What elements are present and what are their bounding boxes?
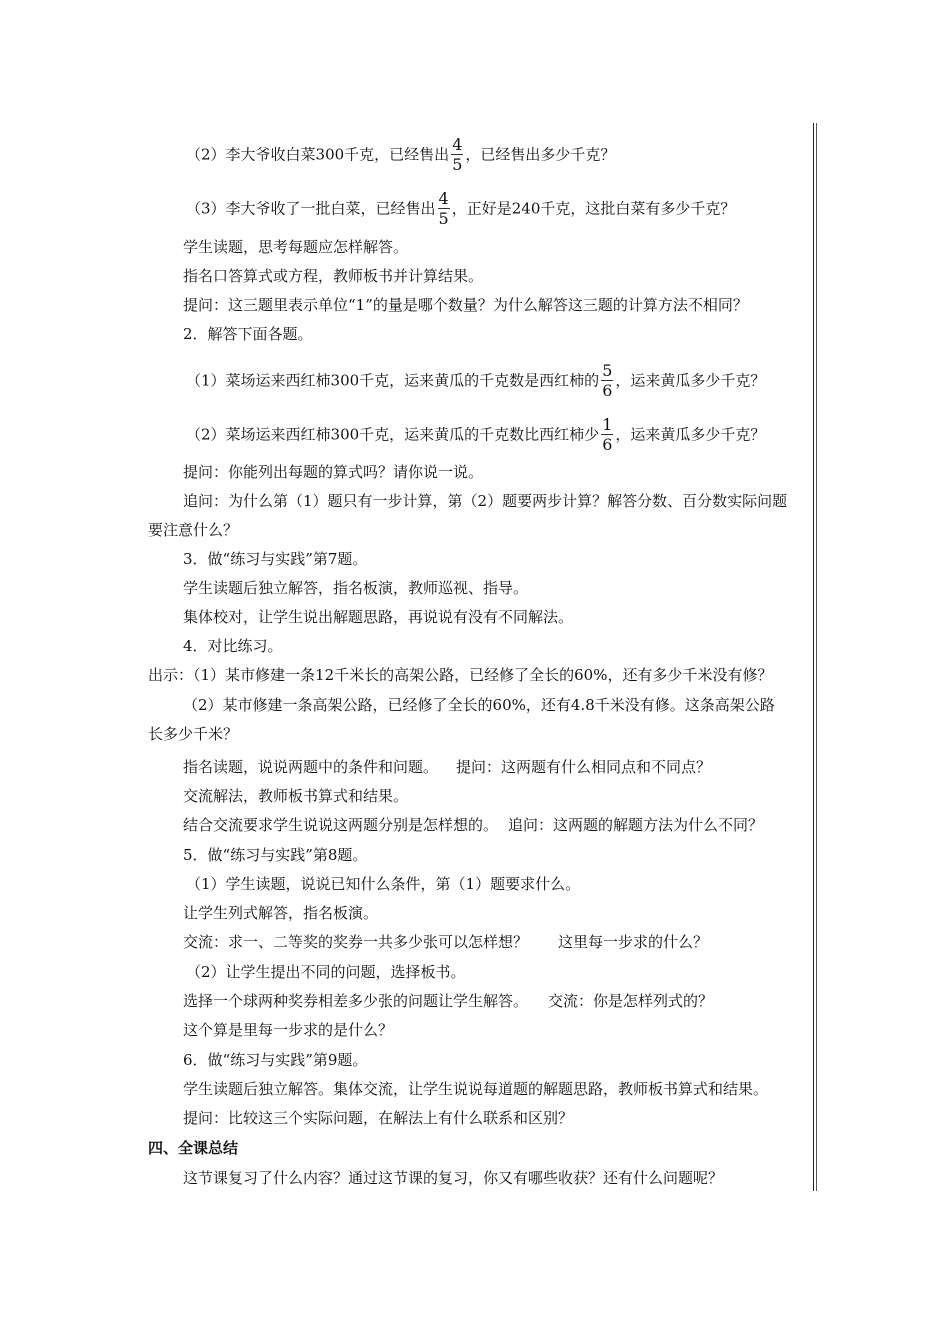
problem-3-line xyxy=(186,190,735,229)
text: ，正好是240千克，这批白菜有多少千克？ xyxy=(451,199,736,218)
paragraph: 集体校对，让学生说出解题思路，再说说有没有不同解法。 xyxy=(183,608,574,626)
paragraph: 指名口答算式或方程，教师板书并计算结果。 xyxy=(183,267,484,285)
section-item-3: 3．做“练习与实践”第7题。 xyxy=(183,550,368,568)
text: （1）菜场运来西红柿300千克，运来黄瓜的千克数是西红柿的 xyxy=(186,371,600,390)
section-heading-summary: 四、全课总结 xyxy=(148,1139,239,1157)
paragraph: 提问：比较这三个实际问题，在解法上有什么联系和区别？ xyxy=(183,1109,574,1127)
paragraph: 追问：为什么第（1）题只有一步计算，第（2）题要两步计算？解答分数、百分数实际问题 xyxy=(183,492,788,510)
text: （2）菜场运来西红柿300千克，运来黄瓜的千克数比西红柿少 xyxy=(186,425,600,444)
problem-2b-line xyxy=(186,416,765,455)
section-item-2: 2．解答下面各题。 xyxy=(183,325,313,343)
fraction-5-6: $\frac{5}{6}$ xyxy=(602,361,613,400)
problem-2-line xyxy=(186,136,615,175)
paragraph: 学生读题后独立解答。集体交流，让学生说说每道题的解题思路，教师板书算式和结果。 xyxy=(183,1080,769,1098)
paragraph: 学生读题，思考每题应怎样解答。 xyxy=(183,238,409,256)
paragraph: 结合交流要求学生说说这两题分别是怎样想的。 追问：这两题的解题方法为什么不同？ xyxy=(183,816,764,834)
paragraph: （1）学生读题，说说已知什么条件，第（1）题要求什么。 xyxy=(186,875,581,893)
paragraph: 提问：你能列出每题的算式吗？请你说一说。 xyxy=(183,463,484,481)
text: ，运来黄瓜多少千克？ xyxy=(615,425,766,444)
paragraph: 出示：（1）某市修建一条12千米长的高架公路，已经修了全长的60%，还有多少千米没有修？ xyxy=(148,666,773,684)
paragraph: （2）让学生提出不同的问题，选择板书。 xyxy=(186,963,466,981)
paragraph: 交流解法，教师板书算式和结果。 xyxy=(183,787,409,805)
paragraph: 提问：这三题里表示单位“1”的量是哪个数量？为什么解答这三题的计算方法不相同？ xyxy=(183,296,748,314)
section-item-6: 6．做“练习与实践”第9题。 xyxy=(183,1051,368,1069)
text: （2）李大爷收白菜300千克，已经售出 xyxy=(186,145,450,164)
fraction-4-5: $\frac{4}{5}$ xyxy=(452,135,463,174)
section-item-5: 5．做“练习与实践”第8题。 xyxy=(183,846,368,864)
fraction-1-6: $\frac{1}{6}$ xyxy=(602,415,613,454)
paragraph: 这节课复习了什么内容？通过这节课的复习，你又有哪些收获？还有什么问题呢？ xyxy=(183,1169,724,1187)
fraction-4-5: $\frac{4}{5}$ xyxy=(438,189,449,228)
table-border-line-inner xyxy=(816,123,817,1191)
text: ，已经售出多少千克？ xyxy=(465,145,616,164)
paragraph: （2）某市修建一条高架公路，已经修了全长的60%，还有4.8千米没有修。这条高架公路 xyxy=(183,696,775,714)
paragraph: 指名读题，说说两题中的条件和问题。 提问：这两题有什么相同点和不同点？ xyxy=(183,758,712,776)
table-border-line xyxy=(813,123,814,1191)
section-item-4: 4．对比练习。 xyxy=(183,637,283,655)
paragraph: 长多少千米？ xyxy=(148,725,239,743)
paragraph: 要注意什么？ xyxy=(148,521,239,539)
text: （3）李大爷收了一批白菜，已经售出 xyxy=(186,199,436,218)
paragraph: 选择一个球两种奖券相差多少张的问题让学生解答。 交流：你是怎样列式的？ xyxy=(183,992,714,1010)
text: ，运来黄瓜多少千克？ xyxy=(615,371,766,390)
paragraph: 让学生列式解答，指名板演。 xyxy=(183,904,379,922)
paragraph: 学生读题后独立解答，指名板演，教师巡视、指导。 xyxy=(183,579,529,597)
paragraph: 交流：求一、二等奖的奖券一共多少张可以怎样想？ 这里每一步求的什么？ xyxy=(183,933,709,951)
problem-1-line xyxy=(186,362,765,401)
paragraph: 这个算是里每一步求的是什么？ xyxy=(183,1021,394,1039)
